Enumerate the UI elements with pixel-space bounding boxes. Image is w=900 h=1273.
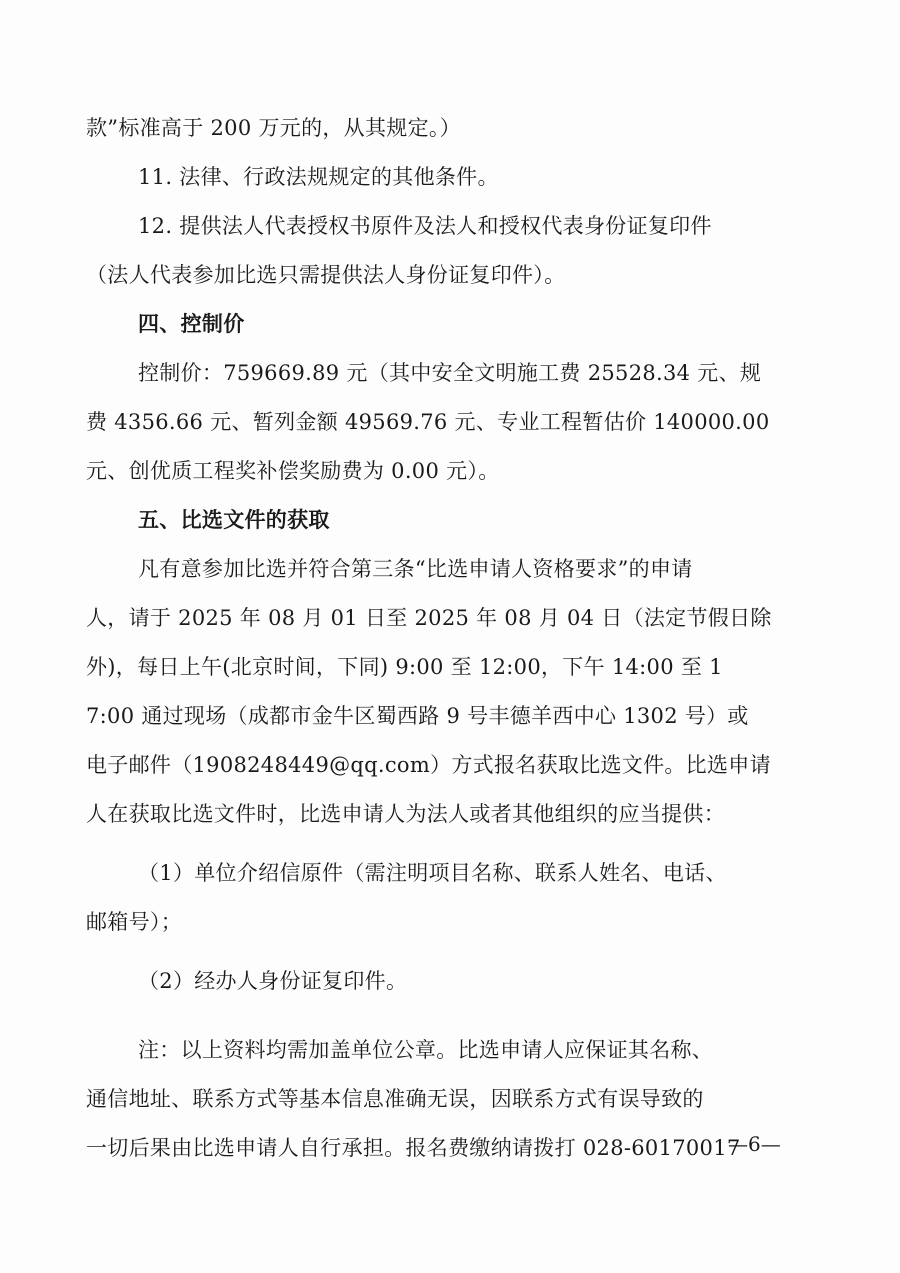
text-line: 11. 法律、行政法规规定的其他条件。 (138, 165, 499, 189)
text-line: （法人代表参加比选只需提供法人身份证复印件）。 (86, 263, 566, 287)
text-line: 人在获取比选文件时，比选申请人为法人或者其他组织的应当提供： (86, 802, 725, 826)
text-line: 人，请于 2025 年 08 月 01 日至 2025 年 08 月 04 日（法定节假日除 (86, 606, 772, 630)
section-heading-document-acquisition: 五、比选文件的获取 (138, 508, 330, 532)
text-line: 元、创优质工程奖补偿奖励费为 0.00 元）。 (86, 459, 500, 483)
page-number: —6— (728, 1132, 781, 1156)
text-line: 凡有意参加比选并符合第三条“比选申请人资格要求”的申请 (138, 557, 693, 581)
text-line: 一切后果由比选申请人自行承担。报名费缴纳请拨打 028-60170017 (86, 1136, 741, 1160)
text-line: 控制价：759669.89 元（其中安全文明施工费 25528.34 元、规 (138, 361, 762, 385)
text-line: （2）经办人身份证复印件。 (138, 969, 408, 993)
text-line: 邮箱号）； (86, 910, 182, 934)
text-line: 款”标准高于 200 万元的，从其规定。） (86, 116, 461, 140)
text-line: 通信地址、联系方式等基本信息准确无误，因联系方式有误导致的 (86, 1087, 704, 1111)
text-line: 7:00 通过现场（成都市金牛区蜀西路 9 号丰德羊西中心 1302 号）或 (86, 704, 749, 728)
document-body (86, 104, 806, 1173)
text-line: 费 4356.66 元、暂列金额 49569.76 元、专业工程暂估价 140000.00 (86, 410, 770, 434)
text-line: 12. 提供法人代表授权书原件及法人和授权代表身份证复印件 (138, 214, 712, 238)
section-heading-control-price: 四、控制价 (138, 312, 245, 336)
text-line: 注：以上资料均需加盖单位公章。比选申请人应保证其名称、 (138, 1038, 714, 1062)
text-line: 外)，每日上午(北京时间，下同) 9:00 至 12:00，下午 14:00 至 1 (86, 655, 723, 679)
text-line: （1）单位介绍信原件（需注明项目名称、联系人姓名、电话、 (138, 861, 727, 885)
text-line: 电子邮件（1908248449@qq.com）方式报名获取比选文件。比选申请 (86, 753, 771, 777)
